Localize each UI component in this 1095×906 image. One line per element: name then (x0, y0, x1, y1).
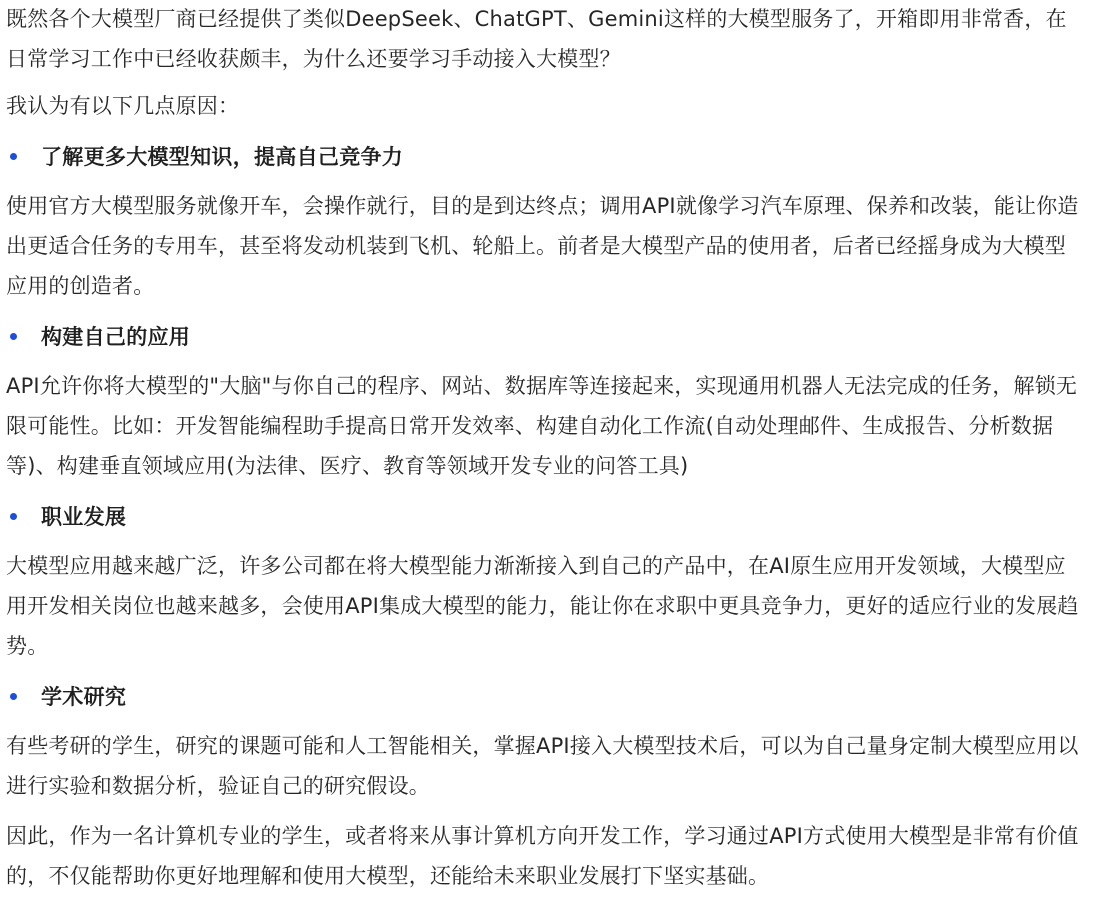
bullet-icon (10, 153, 17, 160)
section-heading-research (6, 676, 1081, 716)
section-body-knowledge: 使用官方大模型服务就像开车，会操作就行，目的是到达终点；调用API就像学习汽车原理、保养和改装，能让你造出更适合任务的专用车，甚至将发动机装到飞机、轮船上。前者是大模型产品的使用者，后者已经摇身成为大模型应用的创造者。 (6, 194, 1079, 298)
section-heading-knowledge (6, 136, 1081, 176)
reasons-intro: 我认为有以下几点原因： (6, 94, 240, 118)
section-body-research: 有些考研的学生，研究的课题可能和人工智能相关，掌握API接入大模型技术后，可以为自己量身定制大模型应用以进行实验和数据分析，验证自己的研究假设。 (6, 734, 1079, 798)
bullet-icon (10, 513, 17, 520)
section-heading-career (6, 496, 1081, 536)
bullet-icon (10, 693, 17, 700)
section-title: 了解更多大模型知识，提高自己竞争力 (41, 145, 404, 169)
section-title: 职业发展 (41, 505, 127, 529)
section-title: 构建自己的应用 (41, 325, 191, 349)
section-body-build-app: API允许你将大模型的"大脑"与你自己的程序、网站、数据库等连接起来，实现通用机器人无法完成的任务，解锁无限可能性。比如：开发智能编程助手提高日常开发效率、构建自动化工作流(自动处理邮件、生成报告、分析数据等)、构建垂直领域应用(为法律、医疗、教育等领域开发专业的问答工具) (6, 374, 1078, 478)
bullet-icon (10, 333, 17, 340)
section-body-career: 大模型应用越来越广泛，许多公司都在将大模型能力渐渐接入到自己的产品中，在AI原生应用开发领域，大模型应用开发相关岗位也越来越多，会使用API集成大模型的能力，能让你在求职中更具竞争力，更好的适应行业的发展趋势。 (6, 554, 1079, 658)
section-title: 学术研究 (41, 685, 127, 709)
conclusion-paragraph: 因此，作为一名计算机专业的学生，或者将来从事计算机方向开发工作，学习通过API方式使用大模型是非常有价值的，不仅能帮助你更好地理解和使用大模型，还能给未来职业发展打下坚实基础。 (6, 824, 1079, 888)
section-heading-build-app (6, 316, 1081, 356)
intro-paragraph: 既然各个大模型厂商已经提供了类似DeepSeek、ChatGPT、Gemini这样的大模型服务了，开箱即用非常香，在日常学习工作中已经收获颇丰，为什么还要学习手动接入大模型？ (6, 7, 1067, 71)
